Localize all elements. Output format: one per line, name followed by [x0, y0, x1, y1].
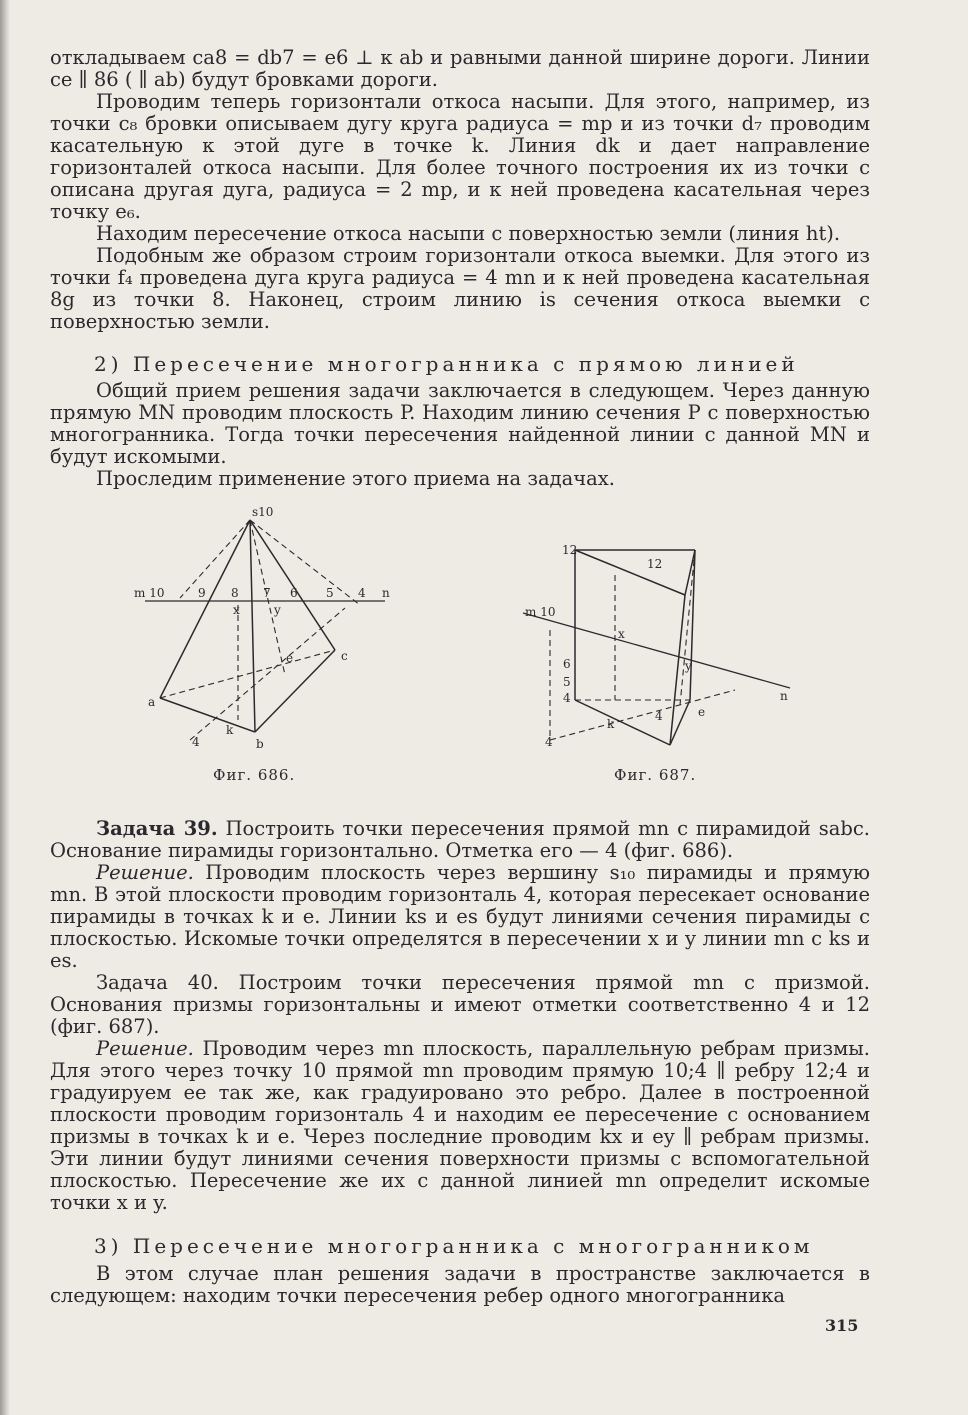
label-e: e: [286, 651, 294, 665]
figure-687-prism: [515, 540, 800, 755]
section-heading-2: 2) Пересечение многогранника с прямою линией: [94, 352, 799, 376]
label-m10: m 10: [525, 605, 556, 619]
label-9: 9: [198, 586, 206, 600]
prism-diagram: [515, 540, 800, 755]
label-4-mid: 4: [655, 709, 663, 723]
edge-bc: [255, 650, 335, 732]
label-x: x: [233, 603, 240, 617]
label-5: 5: [326, 586, 334, 600]
label-6: 6: [563, 657, 571, 671]
label-k: k: [226, 723, 234, 737]
solution-39-text: Проводим плоскость через вершину s₁₀ пирамиды и прямую mn. В этой плоскости проводим горизонталь 4, которая пересекает основание пирамиды в точках k и e. Линии ks и es будут линиями сечения пирамиды с плоскостью. Искомые точки определятся в пересечении x и y линии mn с ks и es.: [50, 861, 870, 972]
label-7: 7: [263, 586, 271, 600]
label-4: 4: [563, 691, 571, 705]
pyramid-diagram: [130, 500, 410, 760]
label-y: y: [685, 659, 692, 673]
solution-39-label: Решение.: [96, 861, 194, 884]
paragraph-embankment-intersection: Находим пересечение откоса насыпи с поверхностью земли (линия ht).: [96, 222, 841, 245]
section2-text-block: [50, 380, 870, 490]
caption-fig-686: Фиг. 686.: [213, 766, 296, 784]
label-4: 4: [358, 586, 366, 600]
paragraph-embankment-horizontals: Проводим теперь горизонтали откоса насыпи. Для этого, например, из точки c₈ бровки описываем дугу круга радиуса = mp и из точки d₇ проводим касательную к этой дуге в точке k. Линия dk и дает направление горизонталей откоса насыпи. Для более точного построения их из точки c описана другая дуга, радиуса = 2 mp, и к ней проведена касательная через точку e₆.: [50, 90, 870, 223]
solution-39: [50, 862, 870, 972]
label-b: b: [256, 737, 264, 751]
label-12-top: 12: [647, 557, 663, 571]
paragraph-road-edges: откладываем ca8 = db7 = e6 ⊥ к ab и равными данной ширине дороги. Линии ce ∥ 86 ( ∥ ab) будут бровками дороги.: [50, 46, 870, 91]
label-e: e: [698, 705, 706, 719]
section3-text-block: [50, 1263, 870, 1307]
label-n: n: [780, 689, 788, 703]
prism-edge-front: [670, 595, 685, 745]
top-text-block: [50, 47, 870, 333]
solution-40-text: Проводим через mn плоскость, параллельную ребрам призмы. Для этого через точку 10 прямой mn проводим прямую 10;4 ∥ ребру 12;4 и градуируем ее так же, как градуировано это ребро. Далее в построенной плоскости проводим горизонталь 4 и находим ее пересечение с основанием призмы в точках k и e. Через последние проводим kx и ey ∥ ребрам призмы. Эти линии будут линиями сечения поверхности призмы с вспомогательной плоскостью. Пересечение же их с данной линией mn определит искомые точки x и y.: [50, 1037, 870, 1214]
task-39-text: Построить точки пересечения прямой mn с пирамидой sabc. Основание пирамиды горизонтально. Отметка его — 4 (фиг. 686).: [50, 817, 871, 862]
paragraph-application: Проследим применение этого приема на задачах.: [96, 467, 615, 490]
edge-sc: [250, 520, 335, 650]
edge-ab: [160, 698, 255, 732]
label-n: n: [382, 586, 390, 600]
dashed-s-10: [180, 520, 250, 598]
label-4-bottom: 4: [192, 735, 200, 749]
label-y: y: [274, 603, 281, 617]
label-12: 12: [562, 543, 578, 557]
top-edge-2: [575, 550, 685, 595]
paragraph-polyhedra-plan: В этом случае план решения задачи в пространстве заключается в следующем: находим точки пересечения ребер одного многогранника: [50, 1262, 870, 1307]
solution-40: [50, 1038, 870, 1214]
label-a: a: [148, 695, 156, 709]
task-39: [50, 818, 870, 862]
edge-sb: [250, 520, 255, 732]
label-x: x: [618, 627, 625, 641]
label-5: 5: [563, 675, 571, 689]
caption-fig-687: Фиг. 687.: [614, 766, 697, 784]
solution-40-label: Решение.: [96, 1037, 194, 1060]
label-6: 6: [290, 586, 298, 600]
label-s10: s10: [252, 505, 274, 519]
label-m10: m 10: [134, 586, 165, 600]
figure-686-pyramid: [130, 500, 410, 760]
label-4-bottom: 4: [545, 735, 553, 749]
task-39-label: Задача 39.: [96, 817, 218, 840]
label-8: 8: [231, 586, 239, 600]
label-c: c: [341, 649, 348, 663]
task-40: Задача 40. Построим точки пересечения прямой mn с призмой. Основания призмы горизонтальны и имеют отметки соответственно 4 и 12 (фиг. 687).: [50, 971, 870, 1038]
section-heading-3: 3) Пересечение многогранника с многогранником: [94, 1234, 814, 1258]
page-edge-shadow: [0, 0, 10, 1415]
paragraph-cut-horizontals: Подобным же образом строим горизонтали откоса выемки. Для этого из точки f₄ проведена дуга круга радиуса = 4 mn и к ней проведена касательная 8g из точки 8. Наконец, строим линию is сечения откоса выемки с поверхностью земли.: [50, 244, 870, 333]
tasks-text-block: [50, 818, 870, 1214]
paragraph-general-method: Общий прием решения задачи заключается в следующем. Через данную прямую MN проводим плоскость P. Находим линию сечения P с поверхностью многогранника. Тогда точки пересечения найденной линии с данной MN и будут искомыми.: [50, 379, 870, 468]
page-number: 315: [825, 1316, 859, 1335]
label-k: k: [607, 717, 615, 731]
